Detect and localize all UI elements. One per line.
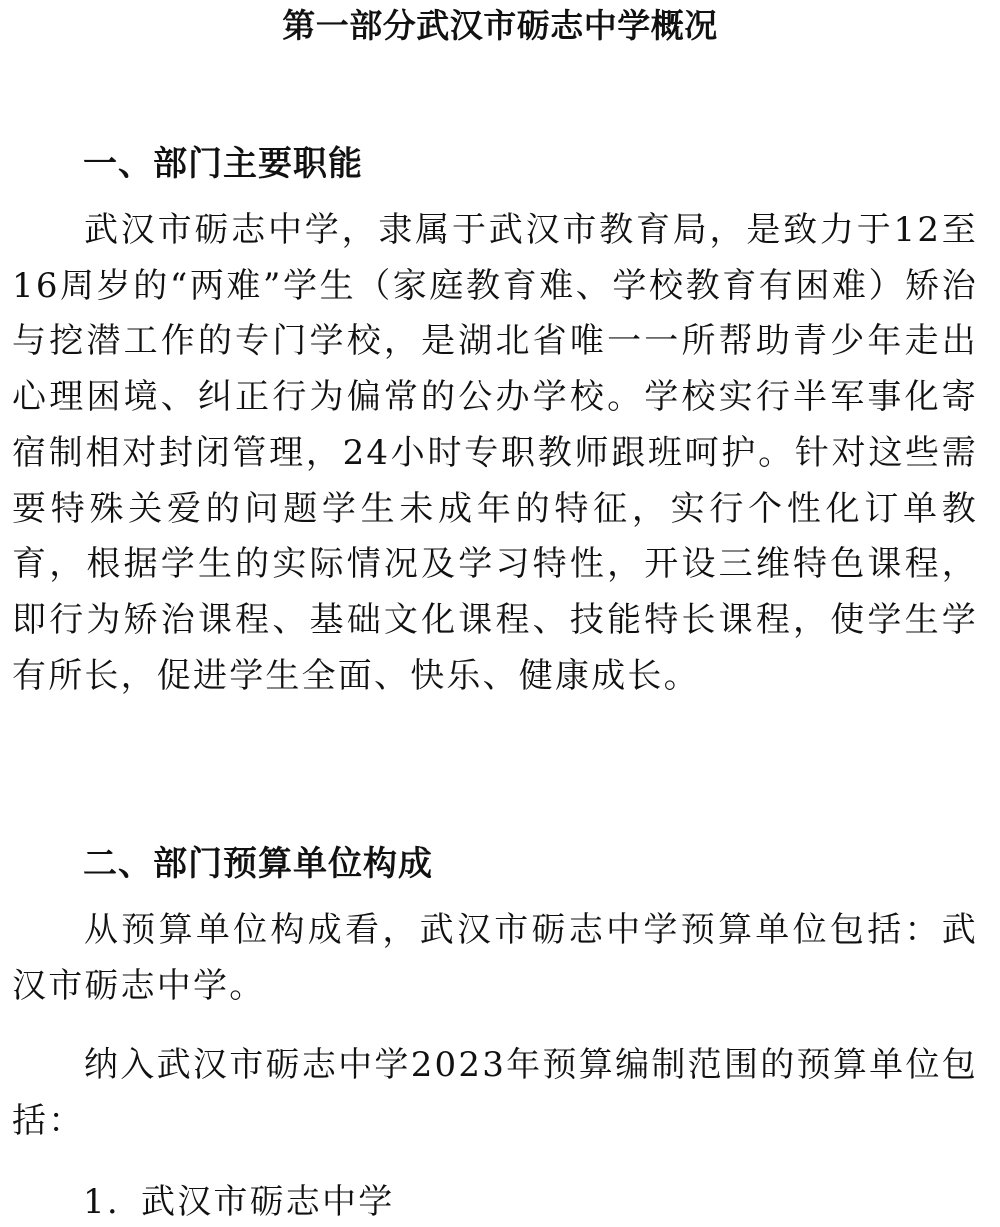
main-functions-paragraph: 武汉市砺志中学，隶属于武汉市教育局，是致力于12至16周岁的“两难”学生（家庭教育难、学校教育有困难）矫治与挖潜工作的专门学校，是湖北省唯一一所帮助青少年走出心理困境、纠正行为偏常的公办学校。学校实行半军事化寄宿制相对封闭管理，24小时专职教师跟班呵护。针对这些需要特殊关爱的问题学生未成年的特征，实行个性化订单教育，根据学生的实际情况及学习特性，开设三维特色课程，即行为矫治课程、基础文化课程、技能特长课程，使学生学有所长，促进学生全面、快乐、健康成长。 xyxy=(12,210,978,696)
budget-unit-list-item xyxy=(83,1178,394,1226)
section-heading-budget-units: 二、部门预算单位构成 xyxy=(83,844,433,884)
section-heading-main-functions: 一、部门主要职能 xyxy=(83,144,363,184)
budget-scope-paragraph: 纳入武汉市砺志中学2023年预算编制范围的预算单位包括： xyxy=(12,1045,978,1141)
list-item-number: 1. xyxy=(83,1182,120,1222)
document-title: 第一部分武汉市砺志中学概况 xyxy=(282,6,718,45)
budget-units-paragraph: 从预算单位构成看，武汉市砺志中学预算单位包括：武汉市砺志中学。 xyxy=(12,910,978,1006)
list-item-text: 武汉市砺志中学 xyxy=(141,1182,395,1222)
